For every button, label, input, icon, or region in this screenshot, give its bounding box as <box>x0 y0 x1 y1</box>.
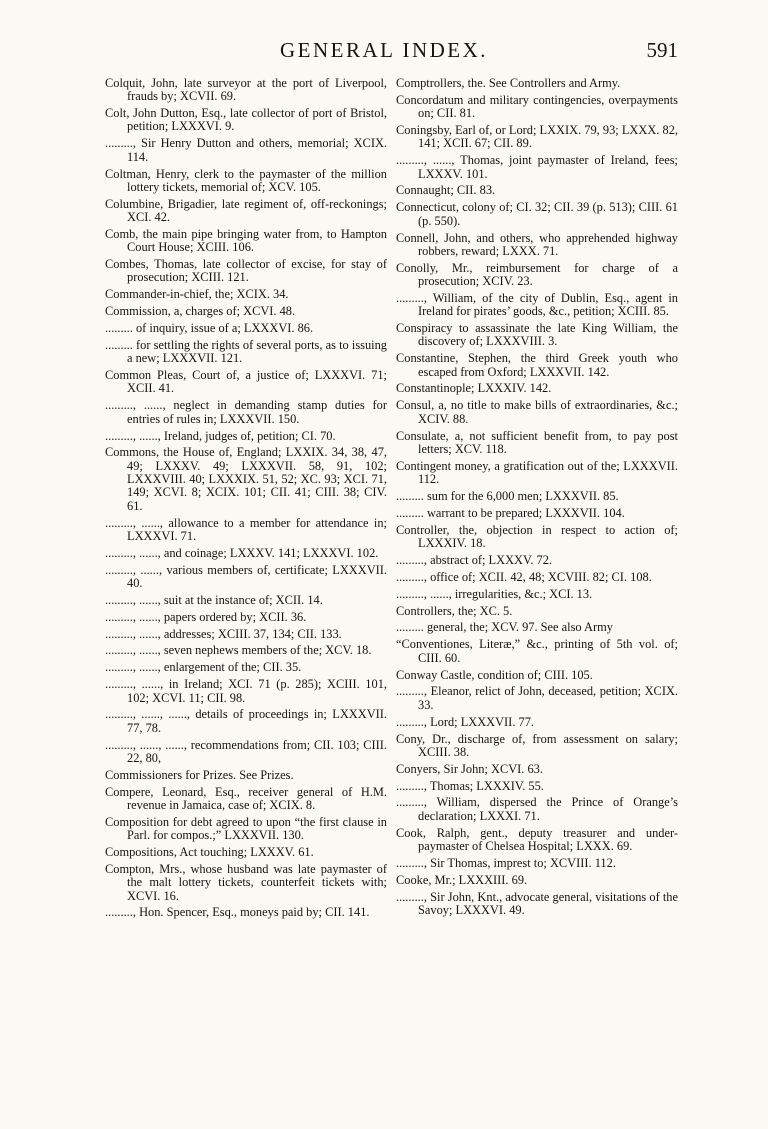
index-entry: Conway Castle, condition of; CIII. 105. <box>396 667 593 682</box>
index-entry: Cook, Ralph, gent., deputy treasurer and under-paymaster of Chelsea Hospital; LXXX. 69. <box>396 825 678 853</box>
index-entry: Connaught; CII. 83. <box>396 183 496 198</box>
index-entry: ........., ......, allowance to a member for attendance in; LXXXVI. 71. <box>105 515 387 543</box>
index-entry: Consulate, a, not sufficient benefit from, to pay post letters; XCV. 118. <box>396 428 678 456</box>
index-entry: ......... for settling the rights of several ports, as to issuing a new; LXXXVII. 121. <box>105 337 387 366</box>
index-entry: Conyers, Sir John; XCVI. 63. <box>396 761 543 776</box>
index-entry: ........., Lord; LXXXVII. 77. <box>396 714 534 729</box>
index-entry: ......... sum for the 6,000 men; LXXXVII. 85. <box>396 488 619 503</box>
index-entry: Connecticut, colony of; CI. 32; CII. 39 (p. 513); CIII. 61 (p. 550). <box>396 200 678 228</box>
index-entry: Controllers, the; XC. 5. <box>396 603 513 618</box>
index-entry: Controller, the, objection in respect to action of; LXXXIV. 18. <box>396 522 678 550</box>
index-entry: Commander-in-chief, the; XCIX. 34. <box>105 287 289 302</box>
index-entry: ......... warrant to be prepared; LXXXVII. 104. <box>396 505 625 520</box>
index-entry: ........., office of; XCII. 42, 48; XCVIII. 82; CI. 108. <box>396 569 652 584</box>
index-entry: ........., Sir Henry Dutton and others, memorial; XCIX. 114. <box>105 136 387 164</box>
index-entry: ........., ......, in Ireland; XCI. 71 (p. 285); XCIII. 101, 102; XCVI. 11; CII. 98. <box>105 677 387 705</box>
index-entry: ........., Thomas; LXXXIV. 55. <box>396 778 544 793</box>
index-entry: Coningsby, Earl of, or Lord; LXXIX. 79, 93; LXXX. 82, 141; XCII. 67; CII. 89. <box>396 123 678 151</box>
page-header <box>0 38 768 68</box>
index-entry: Concordatum and military contingencies, overpayments on; CII. 81. <box>396 92 678 121</box>
page-title: GENERAL INDEX. <box>280 38 489 62</box>
index-entry: ......... of inquiry, issue of a; LXXXVI. 86. <box>105 321 314 336</box>
index-entry: Comptrollers, the. See Controllers and Army. <box>396 76 621 90</box>
index-entry: Commission, a, charges of; XCVI. 48. <box>105 304 296 319</box>
index-entry: ........., ......, neglect in demanding stamp duties for entries of rules in; LXXXVII. 150. <box>105 398 387 426</box>
index-entry: ........., abstract of; LXXXV. 72. <box>396 552 553 567</box>
index-entry: ........., ......, irregularities, &c.; XCI. 13. <box>396 586 593 601</box>
index-entry: Constantinople; LXXXIV. 142. <box>396 381 552 396</box>
index-entry: ........., Sir Thomas, imprest to; XCVIII. 112. <box>396 855 616 870</box>
index-entry: Compere, Leonard, Esq., receiver general of H.M. revenue in Jamaica, case of; XCIX. 8. <box>105 784 387 812</box>
index-entry: Cony, Dr., discharge of, from assessment on salary; XCIII. 38. <box>396 731 678 759</box>
index-entry: Conspiracy to assassinate the late King William, the discovery of; LXXXVIII. 3. <box>396 321 678 349</box>
index-entry: Connell, John, and others, who apprehended highway robbers, reward; LXXX. 71. <box>396 230 678 258</box>
index-entry: ......... general, the; XCV. 97. See also Army <box>396 620 613 635</box>
index-entry: ........., ......, enlargement of the; CII. 35. <box>105 660 302 675</box>
index-entry: Common Pleas, Court of, a justice of; LXXXVI. 71; XCII. 41. <box>105 368 387 396</box>
index-entry: ........., ......, Thomas, joint paymaster of Ireland, fees; LXXXV. 101. <box>396 153 678 181</box>
index-entry: ........., ......, Ireland, judges of, petition; CI. 70. <box>105 428 336 443</box>
index-entry: ........., ......, addresses; XCIII. 37, 134; CII. 133. <box>105 626 342 641</box>
index-entry: ........., Eleanor, relict of John, deceased, petition; XCIX. 33. <box>396 684 678 712</box>
page-number: 591 <box>646 38 678 62</box>
index-entry: Contingent money, a gratification out of the; LXXXVII. 112. <box>396 458 678 487</box>
index-entry: Coltman, Henry, clerk to the paymaster of the million lottery tickets, memorial of; XCV. 105. <box>105 166 387 194</box>
index-entry: ........., ......, various members of, certificate; LXXXVII. 40. <box>105 562 387 590</box>
left-column <box>105 77 387 923</box>
index-entry: Colquit, John, late surveyor at the port of Liverpool, frauds by; XCVII. 69. <box>105 76 387 104</box>
index-entry: Columbine, Brigadier, late regiment of, off-reckonings; XCI. 42. <box>105 196 387 225</box>
index-entry: Commissioners for Prizes. See Prizes. <box>105 767 294 782</box>
index-entry: ........., ......, suit at the instance of; XCII. 14. <box>105 592 323 607</box>
index-entry: ........., ......, ......, details of proceedings in; LXXXVII. 77, 78. <box>105 707 387 735</box>
index-entry: ........., ......, and coinage; LXXXV. 141; LXXXVI. 102. <box>105 545 379 560</box>
index-entry: Constantine, Stephen, the third Greek youth who escaped from Oxford; LXXXVII. 142. <box>396 351 678 379</box>
index-entry: Commons, the House of, England; LXXIX. 34, 38, 47, 49; LXXXV. 49; LXXXVII. 58, 91, 102; LXXXVIII. 40; LXXXIX. 51, 52; XC. 93; XCI. 71, 149; XCVI. 8; XCIX. 101; CII. 41; CIII. 38; CIV. 61. <box>105 445 387 513</box>
index-entry: Consul, a, no title to make bills of extraordinaries, &c.; XCIV. 88. <box>396 398 678 426</box>
index-entry: ........., William, of the city of Dublin, Esq., agent in Ireland for pirates’ goods, &c., petition; XCIII. 85. <box>396 290 678 319</box>
index-entry: Compositions, Act touching; LXXXV. 61. <box>105 845 314 860</box>
index-entry: ........., Hon. Spencer, Esq., moneys paid by; CII. 141. <box>105 905 370 920</box>
right-column <box>396 77 678 921</box>
index-entry: Compton, Mrs., whose husband was late paymaster of the malt lottery tickets, counterfeit tickets with; XCVI. 16. <box>105 861 387 903</box>
index-entry: ........., Sir John, Knt., advocate general, visitations of the Savoy; LXXXVI. 49. <box>396 889 678 917</box>
index-entry: Colt, John Dutton, Esq., late collector of port of Bristol, petition; LXXXVI. 9. <box>105 106 387 134</box>
index-entry: ........., ......, ......, recommendations from; CII. 103; CIII. 22, 80, <box>105 737 387 765</box>
index-entry: Composition for debt agreed to upon “the first clause in Parl. for compos.;” LXXXVII. 130. <box>105 814 387 843</box>
index-entry: ........., ......, papers ordered by; XCII. 36. <box>105 609 307 624</box>
index-entry: ........., William, dispersed the Prince of Orange’s declaration; LXXXI. 71. <box>396 795 678 823</box>
index-entry: “Conventiones, Literæ,” &c., printing of 5th vol. of; CIII. 60. <box>396 637 678 665</box>
index-entry: Combes, Thomas, late collector of excise, for stay of prosecution; XCIII. 121. <box>105 257 387 285</box>
index-entry: Conolly, Mr., reimbursement for charge of a prosecution; XCIV. 23. <box>396 260 678 289</box>
index-entry: Comb, the main pipe bringing water from, to Hampton Court House; XCIII. 106. <box>105 226 387 255</box>
index-entry: ........., ......, seven nephews members of the; XCV. 18. <box>105 643 372 658</box>
index-entry: Cooke, Mr.; LXXXIII. 69. <box>396 872 528 887</box>
